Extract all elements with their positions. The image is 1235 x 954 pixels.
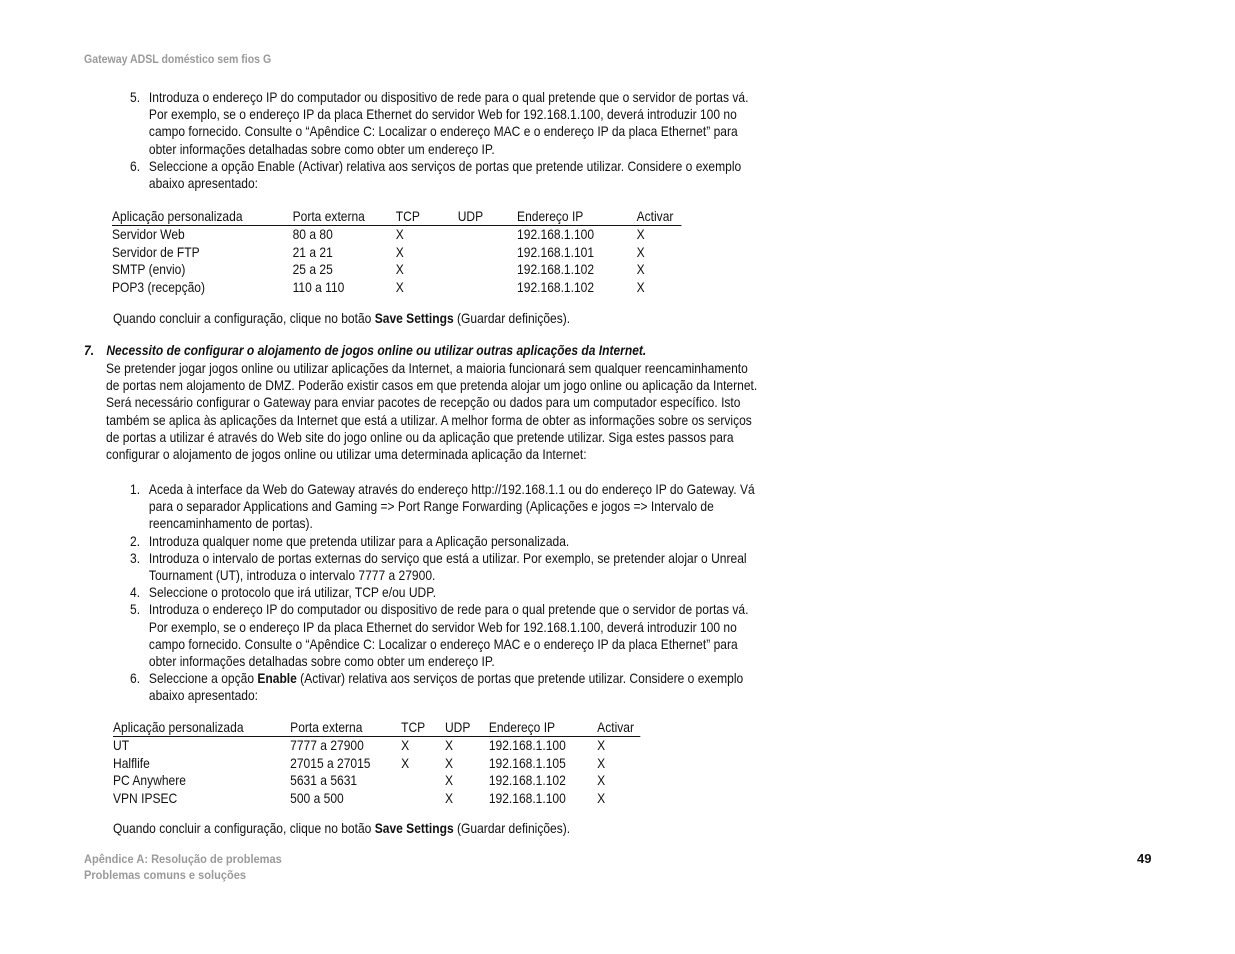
list-item-text: Seleccione o protocolo que irá utilizar, TCP e/ou UDP. (148, 584, 437, 601)
table-cell: 5631 a 5631 (290, 772, 358, 789)
column-header: Activar (597, 719, 640, 737)
table-cell: 80 a 80 (292, 226, 333, 243)
table-cell: X (636, 278, 645, 295)
table-cell: X (395, 278, 404, 295)
table-cell: 192.168.1.102 (488, 772, 566, 789)
table-cell: X (636, 226, 645, 243)
column-header: Activar (637, 208, 682, 226)
table-cell: 27015 a 27015 (290, 754, 371, 771)
list-item (130, 601, 758, 670)
table-cell: 7777 a 27900 (290, 737, 364, 754)
column-header: Porta externa (290, 719, 401, 737)
table-header-row (112, 208, 681, 226)
list-item (130, 89, 758, 158)
table-cell: X (395, 243, 404, 260)
enable-label: Enable (257, 670, 297, 687)
table-header-row (113, 719, 640, 737)
table-cell: 192.168.1.100 (488, 789, 566, 806)
table-cell (458, 279, 517, 296)
table-cell: X (401, 737, 410, 754)
table-cell: X (636, 261, 645, 278)
table-cell: 192.168.1.100 (488, 737, 566, 754)
table-cell (458, 261, 517, 278)
list-item-text: Seleccione a opção (148, 670, 258, 687)
column-header: Aplicação personalizada (113, 719, 290, 737)
list-item (130, 550, 758, 584)
table-cell (458, 226, 517, 244)
section-paragraph: Se pretender jogar jogos online ou utilizar aplicações da Internet, a maioria funcionará sem qualquer reencaminhamento de portas nem alojamento de DMZ. Poderão existir casos em que pretenda alojar um jogo online ou aplicação da Internet. Será necessário configurar o Gateway para enviar pacotes de recepção ou dados para um computador específico. Isto também se aplica às aplicações da Internet que está a utilizar. A melhor forma de obter as informações sobre os serviços de portas a utilizar é através do Web site do jogo online ou da aplicação que pretende utilizar. Siga estes passos para configurar o alojamento de jogos online ou utilizar uma determinada aplicação da Internet: (106, 360, 758, 463)
table-cell: X (444, 789, 453, 806)
list-item-number: 2. (130, 532, 141, 549)
list-item-number: 6. (130, 157, 141, 174)
column-header: UDP (445, 719, 489, 737)
list-item-text: Introduza o endereço IP do computador ou dispositivo de rede para o qual pretende que o servidor de portas vá. Por exemplo, se o endereço IP da placa Ethernet do servidor Web for 192.168.1.100, deverá introduzir 100 no campo fornecido. Consulte o “Apêndice C: Localizar o endereço MAC e o endereço IP da placa Ethernet” para obter informações detalhadas sobre como obter um endereço IP. (148, 89, 749, 157)
list-item (130, 481, 758, 533)
list-item (130, 584, 758, 601)
list-item (130, 158, 758, 192)
table-row (112, 261, 681, 278)
table-cell: X (597, 772, 606, 789)
section-heading (84, 342, 646, 358)
table-row (113, 755, 640, 772)
port-table-2 (113, 719, 640, 807)
section-title: Necessito de configurar o alojamento de jogos online ou utilizar outras aplicações da Internet. (106, 342, 647, 358)
note-text: Quando concluir a configuração, clique no botão (113, 820, 375, 836)
column-header: UDP (458, 208, 517, 226)
table-row (112, 279, 681, 296)
save-settings-label: Save Settings (374, 820, 454, 836)
footer-section: Problemas comuns e soluções (84, 868, 246, 882)
table-cell: 192.168.1.102 (517, 261, 595, 278)
table-cell (401, 790, 445, 807)
list-item-number: 5. (130, 89, 141, 105)
note-text: Quando concluir a configuração, clique no botão (113, 310, 375, 326)
save-settings-note (113, 310, 570, 326)
table-cell (401, 772, 445, 789)
table-cell: X (597, 789, 606, 806)
table-cell: X (395, 261, 404, 278)
list-item-text: Seleccione a opção Enable (Activar) relativa aos serviços de portas que pretende utilizar. Considere o exemplo abaixo apresentado: (148, 157, 742, 192)
table-cell: X (636, 243, 645, 260)
footer-chapter: Apêndice A: Resolução de problemas (84, 852, 282, 866)
table-cell: 25 a 25 (292, 261, 333, 278)
steps-list-2 (130, 481, 758, 705)
table-cell: 110 a 110 (292, 278, 345, 295)
list-item-text: (Activar) relativa aos serviços de portas que pretende utilizar. Considere o exemplo abaixo apresentado: (148, 670, 744, 704)
section-number: 7. (84, 342, 95, 358)
list-item-text: Introduza qualquer nome que pretenda utilizar para a Aplicação personalizada. (148, 532, 570, 549)
list-item-text: Aceda à interface da Web do Gateway através do endereço http://192.168.1.1 ou do endereço IP do Gateway. Vá para o separador Applications and Gaming => Port Range Forwarding (Aplicações e jogos => Intervalo de reencaminhamento de portas). (148, 481, 755, 532)
table-cell: X (597, 754, 606, 771)
page-footer (84, 851, 282, 883)
table-cell: UT (113, 737, 130, 754)
table-cell: 500 a 500 (290, 789, 344, 806)
column-header: TCP (401, 719, 445, 737)
column-header: TCP (396, 208, 458, 226)
column-header: Endereço IP (489, 719, 597, 737)
table-cell (458, 244, 517, 261)
list-item-number: 6. (130, 670, 141, 687)
table-cell: X (444, 737, 453, 754)
table-cell: Servidor Web (112, 226, 185, 243)
list-item (130, 533, 758, 550)
running-header: Gateway ADSL doméstico sem fios G (84, 52, 272, 66)
table-row (112, 226, 681, 244)
list-item-text: Introduza o endereço IP do computador ou dispositivo de rede para o qual pretende que o servidor de portas vá. Por exemplo, se o endereço IP da placa Ethernet do servidor Web for 192.168.1.100, deverá introduzir 100 no campo fornecido. Consulte o “Apêndice C: Localizar o endereço MAC e o endereço IP da placa Ethernet” para obter informações detalhadas sobre como obter um endereço IP. (148, 601, 749, 670)
table-row (113, 737, 640, 755)
table-cell: Halflife (113, 754, 150, 771)
column-header: Aplicação personalizada (112, 208, 293, 226)
note-text: (Guardar definições). (453, 820, 571, 836)
table-cell: 192.168.1.102 (517, 278, 595, 295)
save-settings-label: Save Settings (374, 310, 454, 326)
column-header: Porta externa (293, 208, 396, 226)
table-cell: SMTP (envio) (112, 261, 186, 278)
page-number: 49 (1137, 851, 1152, 866)
table-cell: VPN IPSEC (113, 789, 178, 806)
list-item-number: 5. (130, 601, 141, 618)
table-cell: X (444, 772, 453, 789)
list-item-number: 1. (130, 481, 141, 497)
table-row (112, 244, 681, 261)
list-item-number: 4. (130, 584, 141, 601)
column-header: Endereço IP (517, 208, 637, 226)
table-cell: 192.168.1.100 (517, 226, 595, 243)
table-cell: 21 a 21 (292, 243, 333, 260)
port-table-1 (112, 208, 681, 296)
table-row (113, 790, 640, 807)
table-cell: X (395, 226, 404, 243)
table-cell: X (444, 754, 453, 771)
table-cell: PC Anywhere (113, 772, 186, 789)
table-cell: 192.168.1.105 (488, 754, 566, 771)
steps-list-1 (130, 89, 758, 192)
table-cell: X (597, 737, 606, 754)
list-item-number: 3. (130, 549, 141, 566)
save-settings-note (113, 820, 570, 836)
table-cell: X (401, 754, 410, 771)
table-row (113, 772, 640, 789)
list-item (130, 670, 758, 704)
table-cell: Servidor de FTP (112, 243, 200, 260)
table-cell: 192.168.1.101 (517, 243, 595, 260)
note-text: (Guardar definições). (453, 310, 571, 326)
list-item-text: Introduza o intervalo de portas externas do serviço que está a utilizar. Por exemplo, se pretender alojar o Unreal Tournament (UT), introduza o intervalo 7777 a 27900. (148, 549, 747, 584)
table-cell: POP3 (recepção) (112, 278, 206, 295)
